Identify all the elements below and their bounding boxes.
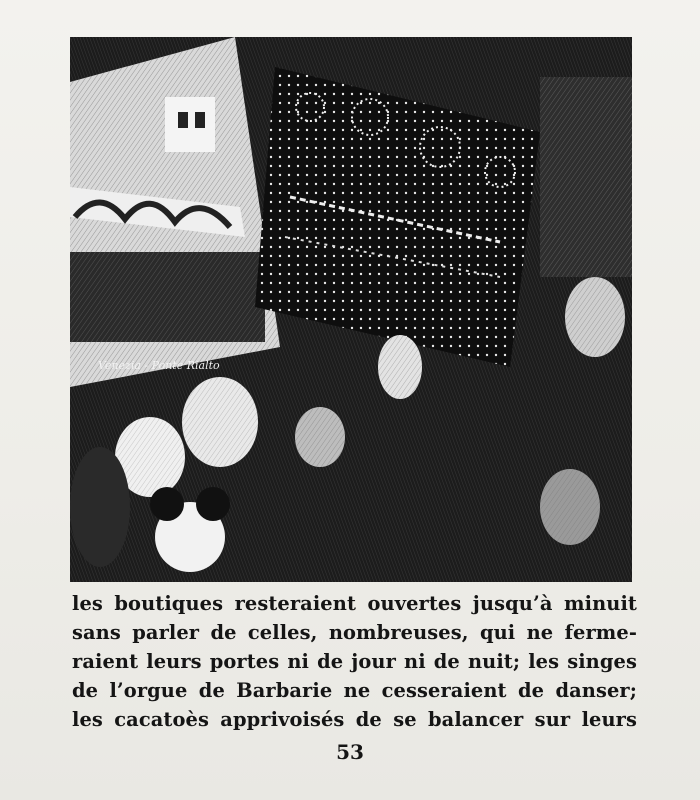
text-line-5: les cacatoès apprivoisés de se balancer sur leurs	[72, 708, 637, 731]
text-line-2: sans parler de celles, nombreuses, qui ne ferme-	[72, 621, 637, 644]
engraving-illustration	[70, 37, 632, 582]
text-line-3: raient leurs portes ni de jour ni de nuit; les singes	[72, 650, 637, 673]
body-text	[72, 589, 637, 734]
text-line-4: de l’orgue de Barbarie ne cesseraient de danser;	[72, 679, 637, 702]
postcard-caption: Venezia - Ponte Rialto	[98, 359, 220, 372]
page-number: 53	[336, 740, 364, 764]
text-line-1: les boutiques resteraient ouvertes jusqu’à minuit	[72, 592, 637, 615]
